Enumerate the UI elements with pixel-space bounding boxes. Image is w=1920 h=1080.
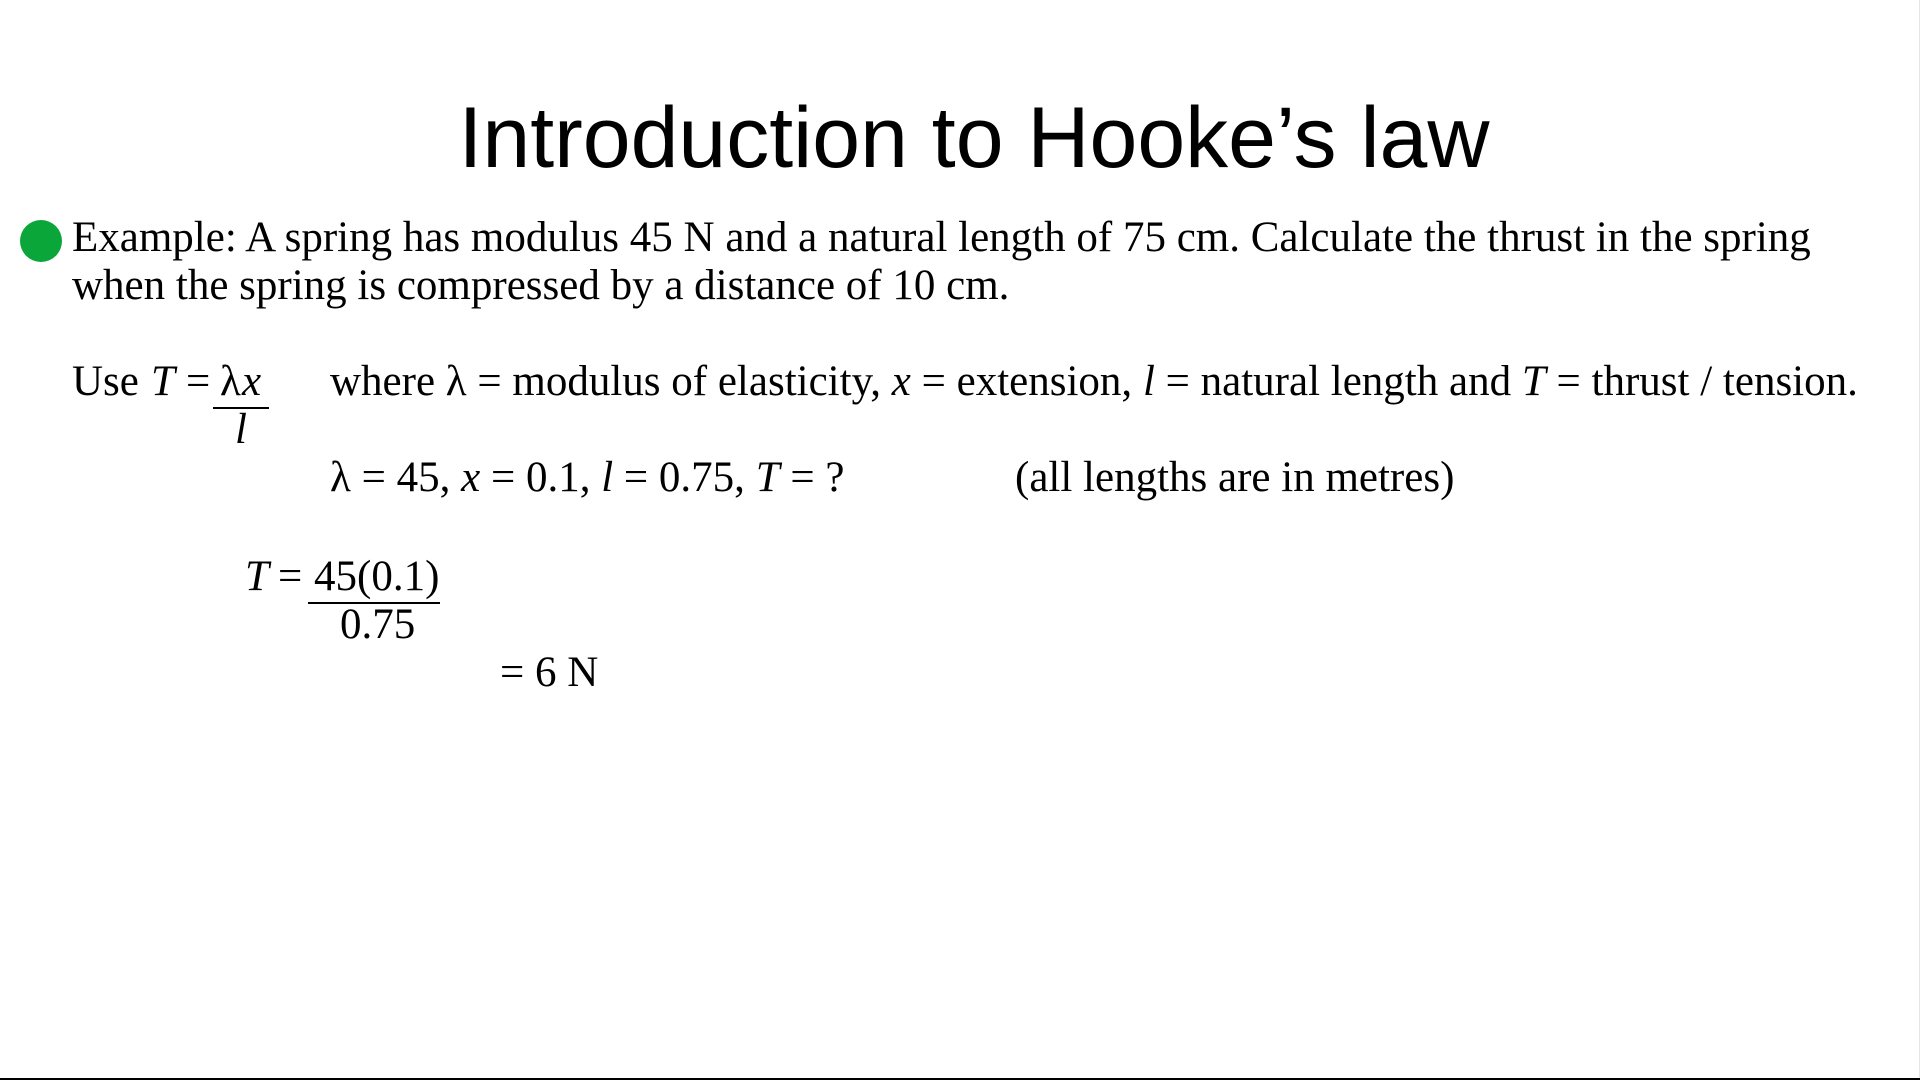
where-text: where λ = modulus of elasticity,	[330, 358, 882, 405]
formula-denominator-l: l	[235, 406, 247, 453]
calc-T: T	[245, 553, 269, 600]
calc-result: = 6 N	[500, 649, 599, 696]
value-x-var: x	[461, 454, 481, 501]
value-lambda: λ = 45,	[330, 454, 451, 501]
value-x: = 0.1,	[490, 454, 591, 501]
formula-equals: =	[186, 358, 211, 405]
value-T: = ?	[790, 454, 845, 501]
definition-x: x	[891, 358, 911, 405]
definition-T: T	[1521, 358, 1546, 405]
natural-length-text: = natural length and	[1165, 358, 1512, 405]
calc-equals: =	[278, 553, 303, 600]
formula-numerator-x: x	[242, 358, 262, 405]
lengths-note: (all lengths are in metres)	[1015, 454, 1455, 501]
definition-l: l	[1142, 358, 1155, 405]
example-text-line-2: when the spring is compressed by a distance of 10 cm.	[72, 262, 1010, 309]
value-l-var: l	[601, 454, 614, 501]
formula-numerator-lambda: λ	[220, 358, 241, 405]
example-text-line-1: Example: A spring has modulus 45 N and a natural length of 75 cm. Calculate the thrust in the spring	[72, 214, 1811, 261]
calc-numerator: 45(0.1)	[314, 553, 440, 600]
formula-T: T	[151, 358, 175, 405]
bullet-icon	[20, 220, 62, 262]
slide-title: Introduction to Hooke’s law	[458, 90, 1490, 186]
value-T-var: T	[755, 454, 780, 501]
use-label: Use	[72, 358, 139, 405]
extension-text: = extension,	[921, 358, 1133, 405]
thrust-text: = thrust / tension.	[1556, 358, 1858, 405]
calc-denominator: 0.75	[340, 601, 416, 648]
value-l: = 0.75,	[623, 454, 745, 501]
